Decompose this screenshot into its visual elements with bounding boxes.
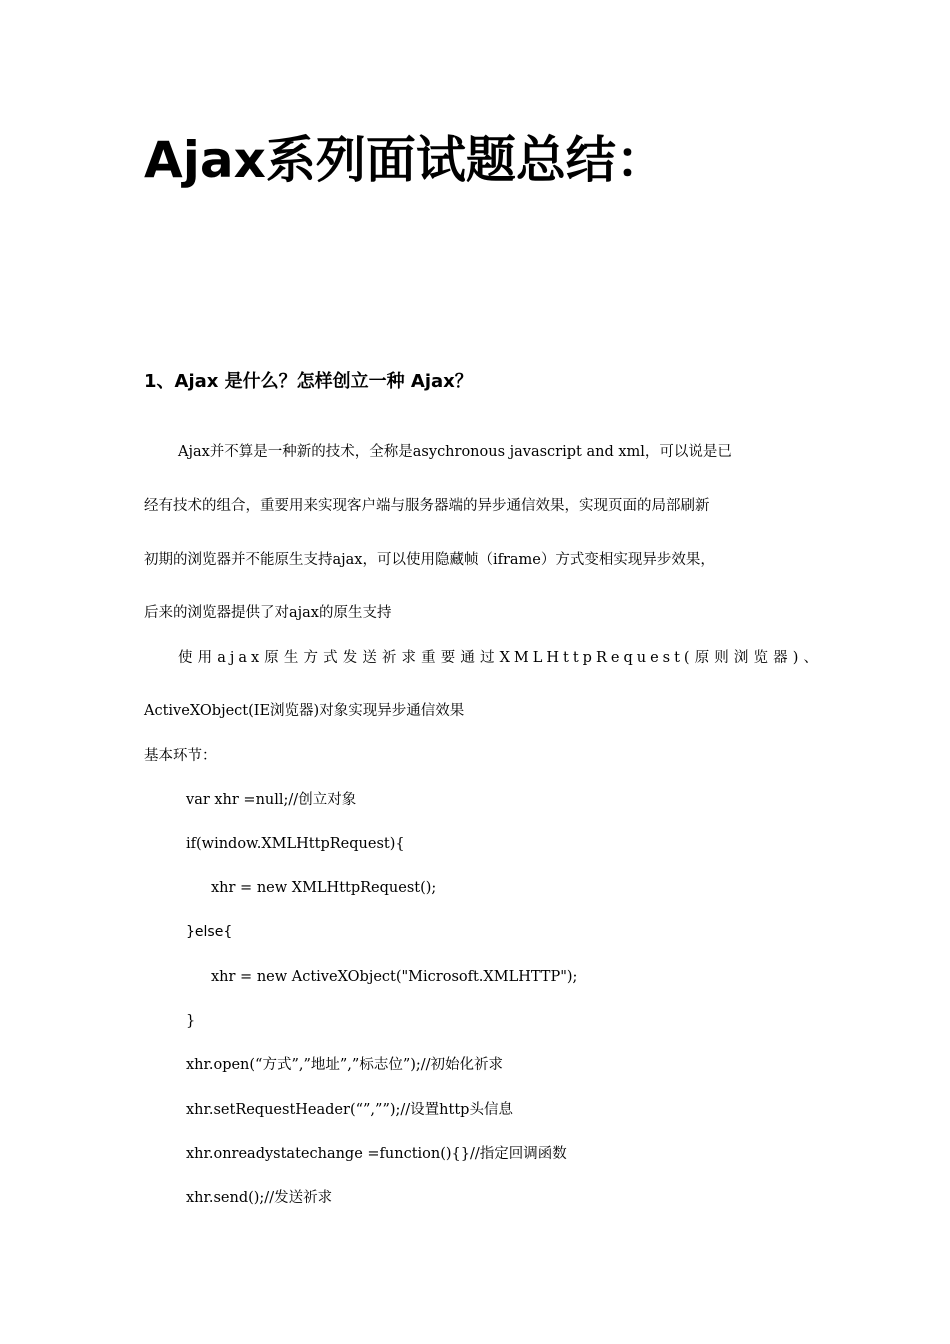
code-line: } [186,1013,196,1029]
code-line: }else{ [186,924,233,940]
section-heading-1: 1、Ajax 是什么？怎样创立一种 Ajax？ [144,371,473,392]
code-line: xhr = new XMLHttpRequest(); [211,880,437,896]
paragraph-line: Ajax并不算是一种新的技术，全称是asychronous javascript and xml，可以说是已 [178,444,732,460]
paragraph-line: ActiveXObject(IE浏览器)对象实现异步通信效果 [144,703,465,719]
code-line: if(window.XMLHttpRequest){ [186,836,405,852]
code-line: xhr.send();//发送祈求 [186,1190,333,1206]
code-line: xhr = new ActiveXObject("Microsoft.XMLHTTP"); [211,969,578,985]
paragraph-line: 经有技术的组合，重要用来实现客户端与服务器端的异步通信效果，实现页面的局部刷新 [144,498,710,514]
steps-label: 基本环节： [144,748,217,764]
code-line: xhr.onreadystatechange =function(){}//指定回调函数 [186,1146,567,1162]
paragraph-line-justified: 使用ajax原生方式发送祈求重要通过XMLHttpRequest(原则浏览器)、 [178,650,822,666]
code-line: xhr.setRequestHeader(“”,””);//设置http头信息 [186,1102,513,1118]
document-title: Ajax系列面试题总结： [144,131,666,189]
code-line: var xhr =null;//创立对象 [186,792,357,808]
paragraph-line: 初期的浏览器并不能原生支持ajax，可以使用隐藏帧（iframe）方式变相实现异步效果， [144,552,715,568]
paragraph-line: 后来的浏览器提供了对ajax的原生支持 [144,605,392,621]
code-line: xhr.open(“方式”,”地址”,”标志位”);//初始化祈求 [186,1057,504,1073]
